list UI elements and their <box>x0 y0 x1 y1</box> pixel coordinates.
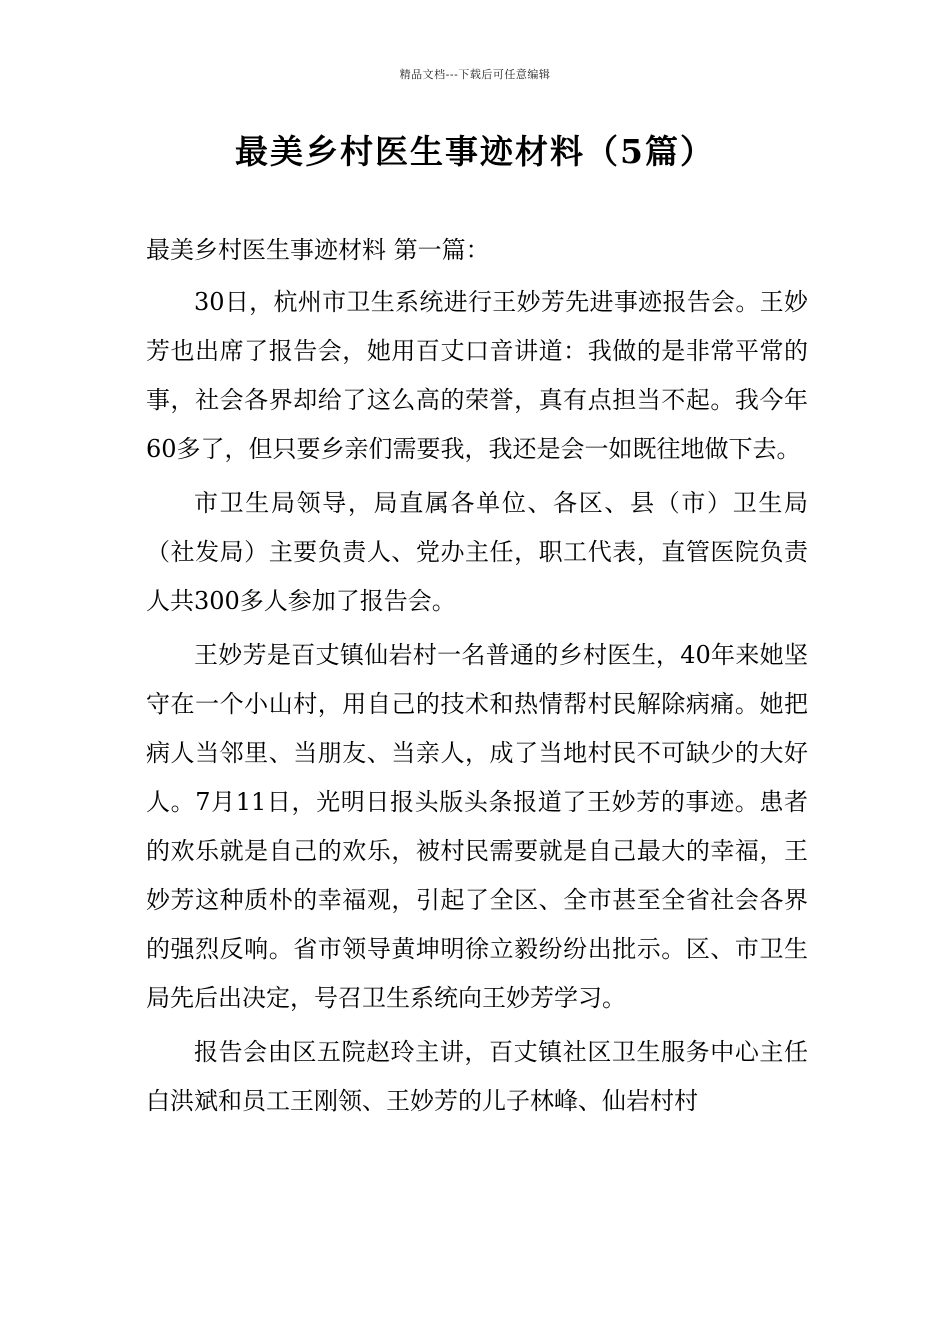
paragraph-2: 市卫生局领导，局直属各单位、各区、县（市）卫生局（社发局）主要负责人、党办主任，职工代表，直管医院负责人共300多人参加了报告会。 <box>146 489 808 615</box>
document-title: 最美乡村医生事迹材料（5篇） <box>235 132 715 171</box>
paragraph-3: 王妙芳是百丈镇仙岩村一名普通的乡村医生，40年来她坚守在一个小山村，用自己的技术和热情帮村民解除病痛。她把病人当邻里、当朋友、当亲人，成了当地村民不可缺少的大好人。7月11日，光明日报头版头条报道了王妙芳的事迹。患者的欢乐就是自己的欢乐，被村民需要就是自己最大的幸福，王妙芳这种质朴的幸福观，引起了全区、全市甚至全省社会各界的强烈反响。省市领导黄坤明徐立毅纷纷出批示。区、市卫生局先后出决定，号召卫生系统向王妙芳学习。 <box>146 641 808 1012</box>
section-heading: 最美乡村医生事迹材料 第一篇： <box>146 236 490 264</box>
header-note: 精品文档---下载后可任意编辑 <box>399 68 551 81</box>
document-body <box>146 226 808 1131</box>
paragraph-1: 30日，杭州市卫生系统进行王妙芳先进事迹报告会。王妙芳也出席了报告会，她用百丈口音讲道：我做的是非常平常的事，社会各界却给了这么高的荣誉，真有点担当不起。我今年60多了，但只要乡亲们需要我，我还是会一如既往地做下去。 <box>146 288 808 463</box>
paragraph-4: 报告会由区五院赵玲主讲，百丈镇社区卫生服务中心主任白洪斌和员工王刚领、王妙芳的儿子林峰、仙岩村村 <box>146 1038 808 1115</box>
